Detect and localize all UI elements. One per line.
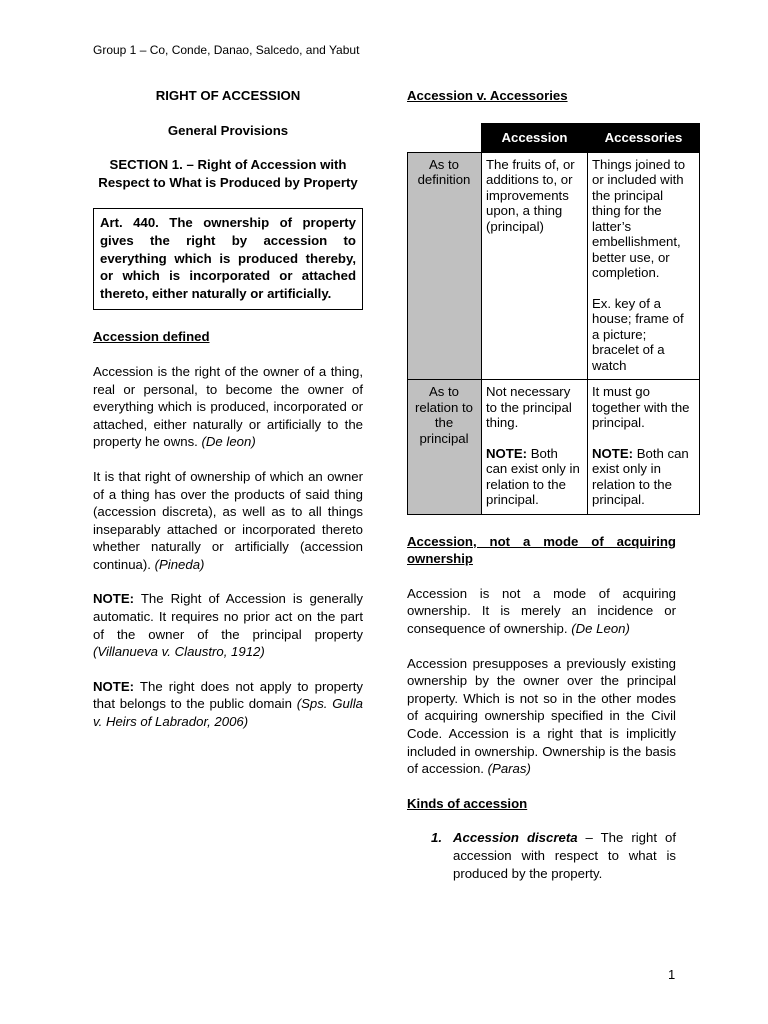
- list-term: Accession discreta: [453, 830, 578, 846]
- note-label: NOTE:: [93, 678, 135, 694]
- table-cell: The fruits of, or additions to, or improvements upon, a thing (principal): [482, 152, 588, 380]
- row-header-relation: As to relation to the principal: [408, 380, 482, 515]
- definition-paragraph-2-text: It is that right of ownership of which an owner of a thing has over the products of said thing (accession discreta), as well as to all things inseparably attached or incorporated thereto whether naturally or artificially (accession continua).: [93, 468, 363, 572]
- citation: (De Leon): [571, 620, 630, 636]
- note-text: Both can exist only in relation to the principal.: [592, 445, 689, 508]
- cell-text: It must go together with the principal.: [592, 384, 690, 431]
- note-text: The Right of Accession is generally automatic. It requires no prior act on the part of the owner of the principal property: [93, 591, 363, 642]
- definition-paragraph-1-text: Accession is the right of the owner of a thing, real or personal, to become the owner of everything which is produced, incorporated or attached, either naturally or artificially to the property he owns.: [93, 363, 363, 450]
- note-paragraph-2: [93, 678, 363, 731]
- note-label: NOTE:: [486, 445, 528, 461]
- table-cell: [482, 380, 588, 515]
- section-heading: SECTION 1. – Right of Accession with Respect to What is Produced by Property: [98, 157, 358, 190]
- list-number: 1.: [431, 830, 442, 846]
- mode-heading: Accession, not a mode of acquiring ownership: [407, 533, 676, 567]
- citation: (Sps. Gulla v. Heirs of Labrador, 2006): [93, 696, 363, 730]
- column-header-accession: Accession: [482, 123, 588, 152]
- list-text: [453, 829, 676, 882]
- note-text: Both can exist only in relation to the principal.: [486, 445, 580, 508]
- definition-paragraph-1: [93, 363, 363, 451]
- cell-example: Ex. key of a house; frame of a picture; bracelet of a watch: [592, 295, 684, 373]
- note-label: NOTE:: [592, 445, 634, 461]
- page-number: 1: [668, 967, 676, 982]
- table-row: [408, 152, 700, 380]
- accession-defined-heading: Accession defined: [93, 329, 210, 345]
- citation: (De leon): [201, 434, 256, 450]
- list-description: – The right of accession with respect to what is produced by the property.: [453, 830, 676, 881]
- row-header-definition: As to definition: [408, 152, 482, 380]
- document-subtitle: General Provisions: [167, 122, 289, 138]
- column-header-accessories: Accessories: [588, 123, 700, 152]
- citation: (Villanueva v. Claustro, 1912): [93, 644, 265, 660]
- cell-note: [592, 446, 694, 510]
- note-paragraph-1: [93, 590, 363, 660]
- list-item: [407, 829, 676, 882]
- definition-paragraph-2: [93, 468, 363, 574]
- table-cell: [588, 152, 700, 380]
- citation: (Pineda): [154, 556, 205, 572]
- table-header-row: [408, 123, 700, 152]
- comparison-table-heading: Accession v. Accessories: [407, 88, 568, 103]
- table-cell: [588, 380, 700, 515]
- note-text: The right does not apply to property that belongs to the public domain: [93, 678, 363, 712]
- mode-paragraph-1-text: Accession is not a mode of acquiring ownership. It is merely an incidence or consequence of ownership.: [407, 585, 676, 636]
- table-corner-cell: [408, 123, 482, 152]
- cell-text: Not necessary to the principal thing.: [486, 384, 572, 431]
- citation: (Paras): [487, 761, 531, 777]
- cell-note: [486, 446, 582, 510]
- page-header: Group 1 – Co, Conde, Danao, Salcedo, and Yabut: [93, 43, 360, 57]
- left-column: [93, 87, 363, 731]
- mode-paragraph-1: [407, 585, 676, 638]
- kinds-heading: Kinds of accession: [407, 795, 528, 811]
- cell-text: Things joined to or included with the principal thing for the latter’s embellishment, better use, or completion.: [592, 156, 686, 281]
- comparison-table: [407, 123, 700, 515]
- article-440-box: Art. 440. The ownership of property gives the right by accession to everything which is produced thereby, or which is incorporated or attached thereto, either naturally or artificially.: [93, 208, 363, 310]
- mode-paragraph-2-text: Accession presupposes a previously existing ownership by the owner over the principal property. Which is not so in the other modes of acquiring ownership specified in the Civil Code. Accession is a right that is implicitly included in ownership. Ownership is the basis of accession.: [407, 655, 676, 777]
- note-label: NOTE:: [93, 591, 135, 607]
- table-row: [408, 380, 700, 515]
- mode-paragraph-2: [407, 655, 676, 778]
- document-title: RIGHT OF ACCESSION: [155, 88, 301, 103]
- right-column: [407, 87, 690, 882]
